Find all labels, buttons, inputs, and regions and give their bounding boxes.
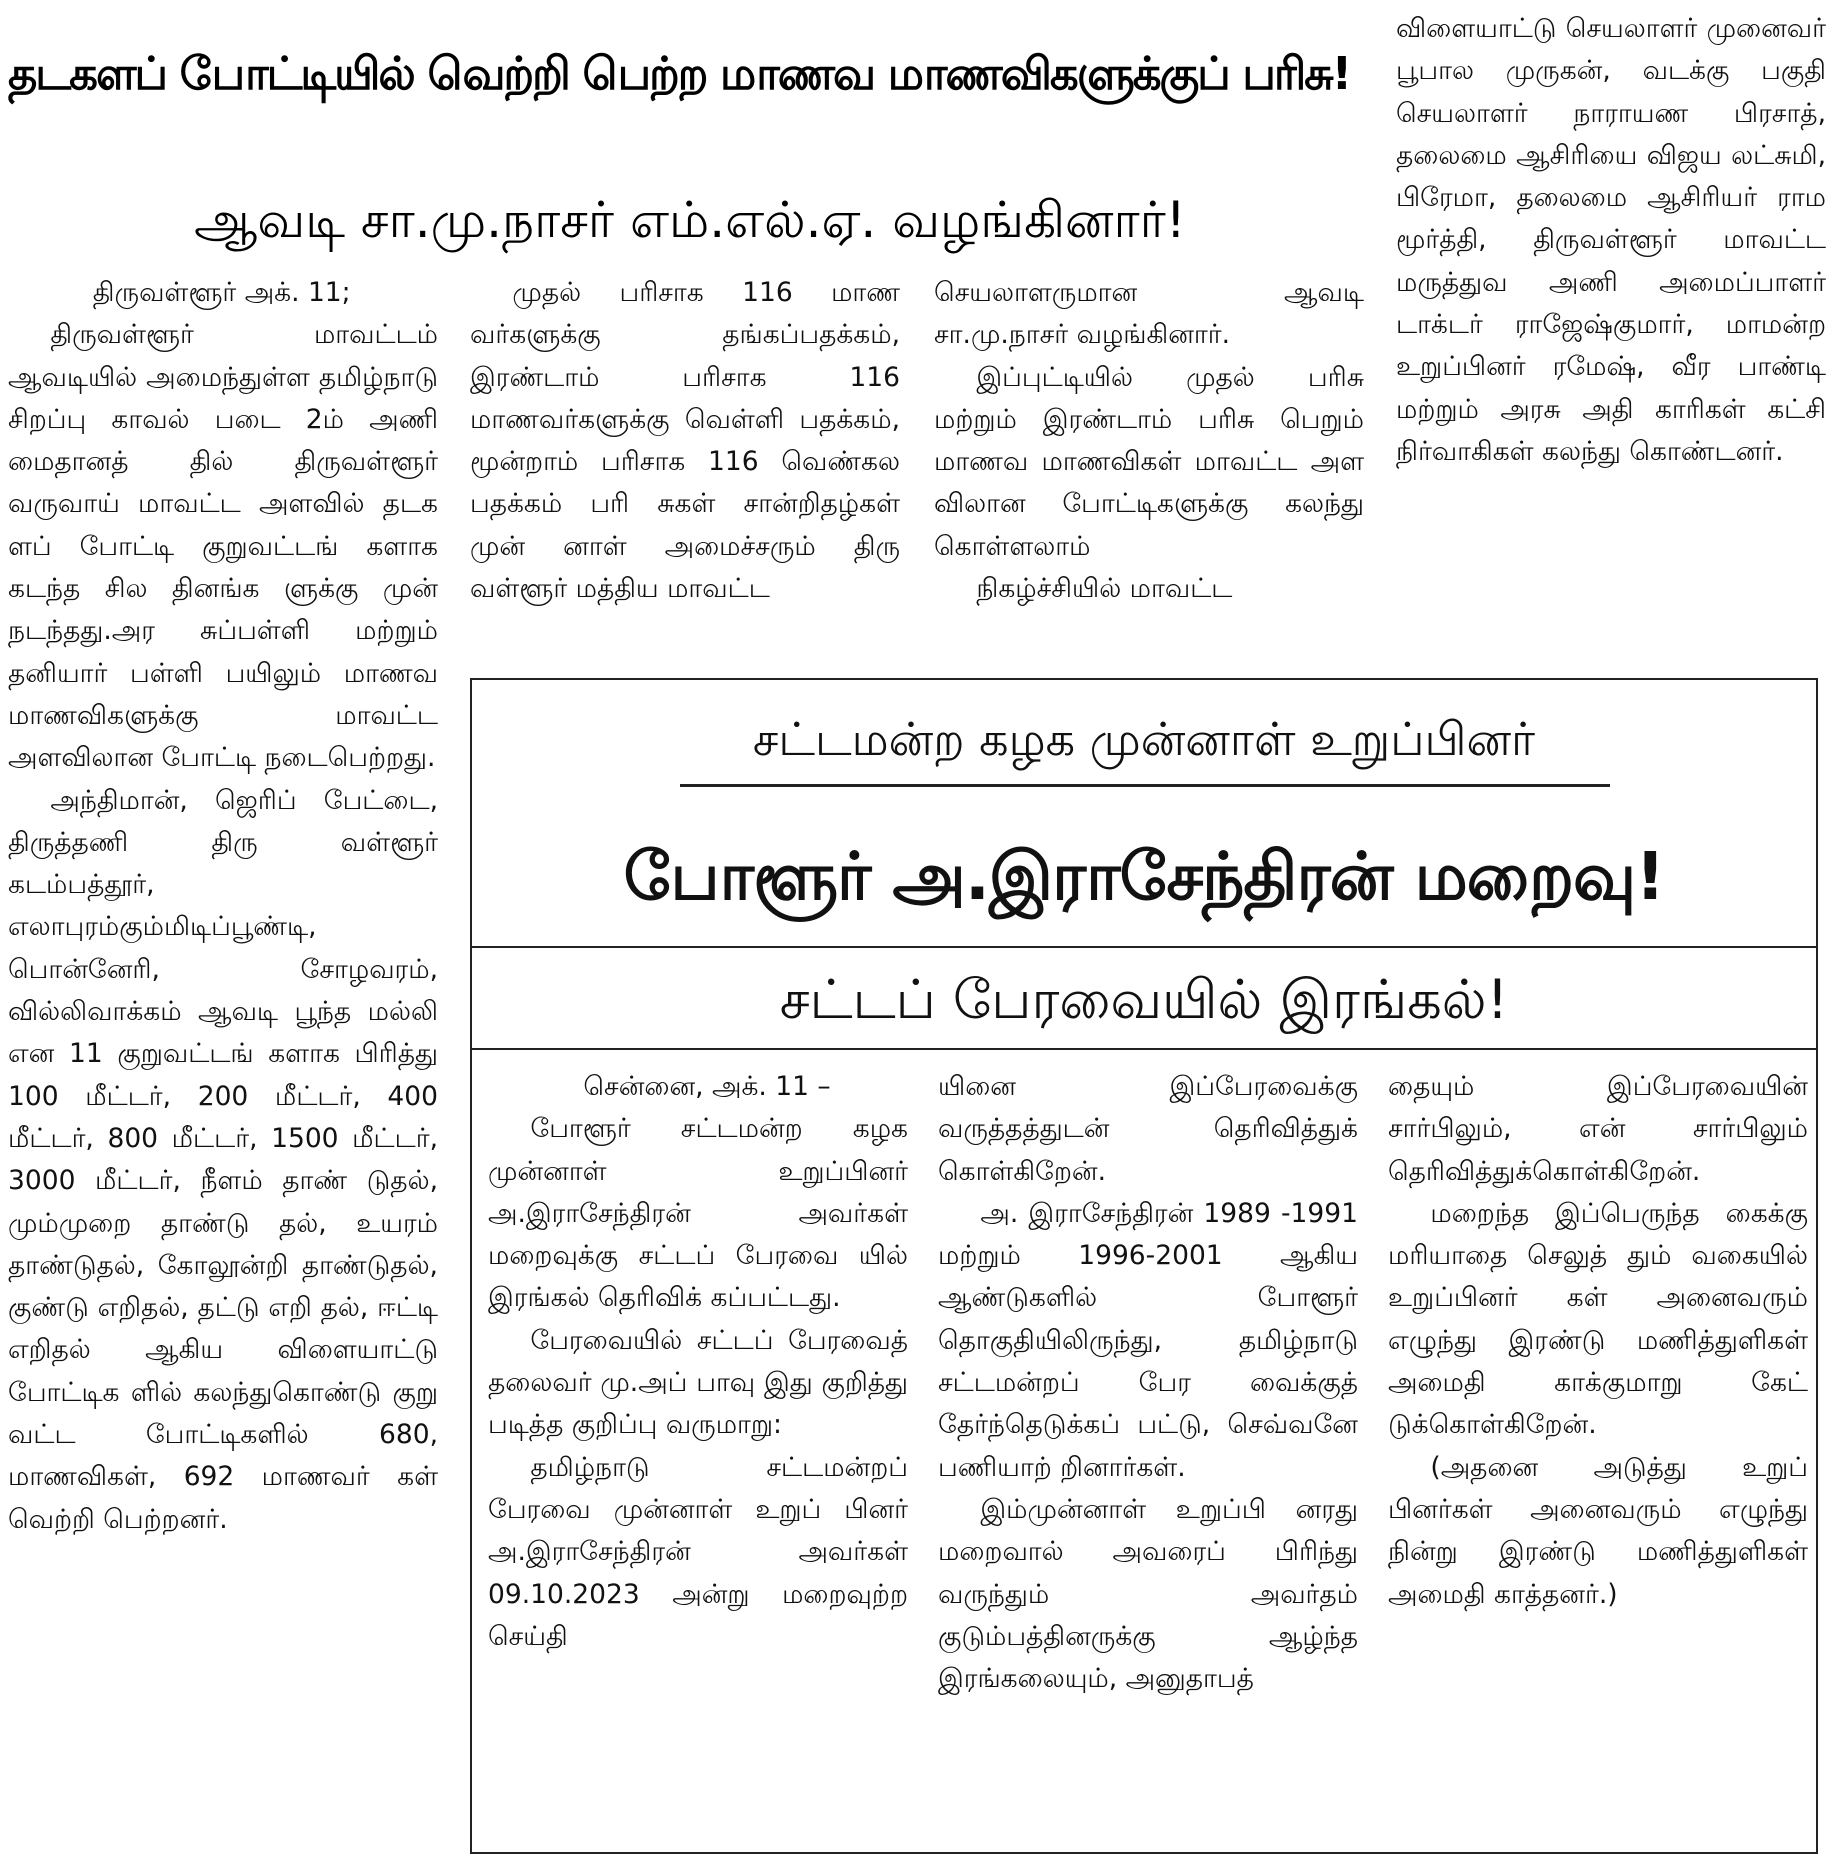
article2-paragraph: மறைந்த இப்பெருந்த கைக்கு மரியாதை செலுத் தும் வகையில் உறுப்பினர் கள் அனைவரும் எழுந்து இரண்டு மணித்துளிகள் அமைதி காக்குமாறு கேட் டுக்கொள்கிறேன். xyxy=(1388,1197,1808,1441)
article2-paragraph: பேரவையில் சட்டப் பேரவைத் தலைவர் மு.அப் பாவு இது குறித்து படித்த குறிப்பு வருமாறு: xyxy=(488,1324,908,1441)
article2-paragraph: (அதனை அடுத்து உறுப் பினர்கள் அனைவரும் எழுந்து நின்று இரண்டு மணித்துளிகள் அமைதி காத்தனர்.) xyxy=(1388,1451,1808,1610)
article2-column-1 xyxy=(488,1066,908,1846)
kicker-underline xyxy=(680,784,1610,787)
article1-paragraph: முதல் பரிசாக 116 மாண வர்களுக்கு தங்கப்பதக்கம், இரண்டாம் பரிசாக 116 மாணவர்களுக்கு வெள்ளி பதக்கம், மூன்றாம் பரிசாக 116 வெண்கல பதக்கம் பரி சுகள் சான்றிதழ்கள் முன் னாள் அமைச்சரும் திரு வள்ளூர் மத்திய மாவட்ட xyxy=(470,277,900,605)
article1-column-1 xyxy=(8,272,438,1852)
obituary-kicker: சட்டமன்ற கழக முன்னாள் உறுப்பினர் xyxy=(752,712,1536,766)
article1-paragraph: இப்புட்டியில் முதல் பரிசு மற்றும் இரண்டாம் பரிசு பெறும் மாணவ மாணவிகள் மாவட்ட அள விலான போட்டிகளுக்கு கலந்து கொள்ளலாம் xyxy=(934,361,1364,562)
obituary-subheadline: சட்டப் பேரவையில் இரங்கல்! xyxy=(779,968,1509,1031)
article2-paragraph: தமிழ்நாடு சட்டமன்றப் பேரவை முன்னாள் உறுப் பினர் அ.இராசேந்திரன் அவர்கள் 09.10.2023 அன்று மறைவுற்ற செய்தி xyxy=(488,1451,908,1652)
article1-headline: தடகளப் போட்டியில் வெற்றி பெற்ற மாணவ மாணவிகளுக்குப் பரிசு! xyxy=(8,47,1351,100)
obituary-headline: போளூர் அ.இராசேந்திரன் மறைவு! xyxy=(623,838,1665,915)
article1-paragraph: திருவள்ளூர் மாவட்டம் ஆவடியில் அமைந்துள்ள தமிழ்நாடு சிறப்பு காவல் படை 2ம் அணி மைதானத் தில் திருவள்ளூர் வருவாய் மாவட்ட அளவில் தடக ளப் போட்டி குறுவட்டங் களாக கடந்த சில தினங்க ளுக்கு முன் நடந்தது.அர சுப்பள்ளி மற்றும் தனியார் பள்ளி பயிலும் மாணவ மாணவிகளுக்கு மாவட்ட அளவிலான போட்டி நடைபெற்றது. xyxy=(8,319,438,774)
article1-paragraph: நிகழ்ச்சியில் மாவட்ட xyxy=(976,573,1233,605)
article1-subheadline: ஆவடி சா.மு.நாசர் எம்.எல்.ஏ. வழங்கினார்! xyxy=(194,191,1186,249)
article2-paragraph: யினை இப்பேரவைக்கு வருத்தத்துடன் தெரிவித்துக் கொள்கிறேன். xyxy=(938,1071,1358,1187)
article2-paragraph: தையும் இப்பேரவையின் சார்பிலும், என் சார்பிலும் தெரிவித்துக்கொள்கிறேன். xyxy=(1388,1071,1808,1187)
divider-rule xyxy=(470,1048,1818,1050)
article1-column-3 xyxy=(934,272,1364,652)
article2-dateline: சென்னை, அக். 11 – xyxy=(583,1071,831,1102)
article1-paragraph: விளையாட்டு செயலாளர் முனைவர் பூபால முருகன், வடக்கு பகுதி செயலாளர் நாராயண பிரசாத், தலைமை ஆசிரியை விஜய லட்சுமி, பிரேமா, தலைமை ஆசிரியர் ராம மூர்த்தி, திருவள்ளூர் மாவட்ட மருத்துவ அணி அமைப்பாளர் டாக்டர் ராஜேஷ்குமார், மாமன்ற உறுப்பினர் ரமேஷ், வீர பாண்டி மற்றும் அரசு அதி காரிகள் கட்சி நிர்வாகிகள் கலந்து கொண்டனர். xyxy=(1396,13,1826,467)
article2-paragraph: அ. இராசேந்திரன் 1989 -1991 மற்றும் 1996-2001 ஆகிய ஆண்டுகளில் போளூர் தொகுதியிலிருந்து, தமிழ்நாடு சட்டமன்றப் பேர வைக்குத் தேர்ந்தெடுக்கப் பட்டு, செவ்வனே பணியாற் றினார்கள். xyxy=(938,1197,1358,1483)
article2-column-2 xyxy=(938,1066,1358,1846)
divider-rule xyxy=(470,946,1818,948)
article1-column-2 xyxy=(470,272,900,652)
article2-column-3 xyxy=(1388,1066,1808,1846)
article1-paragraph: அந்திமான், ஜெரிப் பேட்டை, திருத்தணி திரு வள்ளூர் கடம்பத்தூர், எலாபுரம்கும்மிடிப்பூண்டி, பொன்னேரி, சோழவரம், வில்லிவாக்கம் ஆவடி பூந்த மல்லி என 11 குறுவட்டங் களாக பிரித்து 100 மீட்டர், 200 மீட்டர், 400 மீட்டர், 800 மீட்டர், 1500 மீட்டர், 3000 மீட்டர், நீளம் தாண் டுதல், மும்முறை தாண்டு தல், உயரம் தாண்டுதல், கோலூன்றி தாண்டுதல், குண்டு எறிதல், தட்டு எறி தல், ஈட்டி எறிதல் ஆகிய விளையாட்டு போட்டிக ளில் கலந்துகொண்டு குறு வட்ட போட்டிகளில் 680, மாணவிகள், 692 மாணவர் கள் வெற்றி பெற்றனர். xyxy=(8,784,438,1535)
article2-paragraph: போளூர் சட்டமன்ற கழக முன்னாள் உறுப்பினர் அ.இராசேந்திரன் அவர்கள் மறைவுக்கு சட்டப் பேரவை யில் இரங்கல் தெரிவிக் கப்பட்டது. xyxy=(488,1113,908,1314)
article1-paragraph: செயலாளருமான ஆவடி சா.மு.நாசர் வழங்கினார். xyxy=(934,277,1364,351)
article2-paragraph: இம்முன்னாள் உறுப்பி னரது மறைவால் அவரைப் பிரிந்து வருந்தும் அவர்தம் குடும்பத்தினருக்கு ஆழ்ந்த இரங்கலையும், அனுதாபத் xyxy=(938,1493,1358,1695)
article1-dateline: திருவள்ளூர் அக். 11; xyxy=(92,277,351,308)
article1-column-4 xyxy=(1396,8,1826,658)
